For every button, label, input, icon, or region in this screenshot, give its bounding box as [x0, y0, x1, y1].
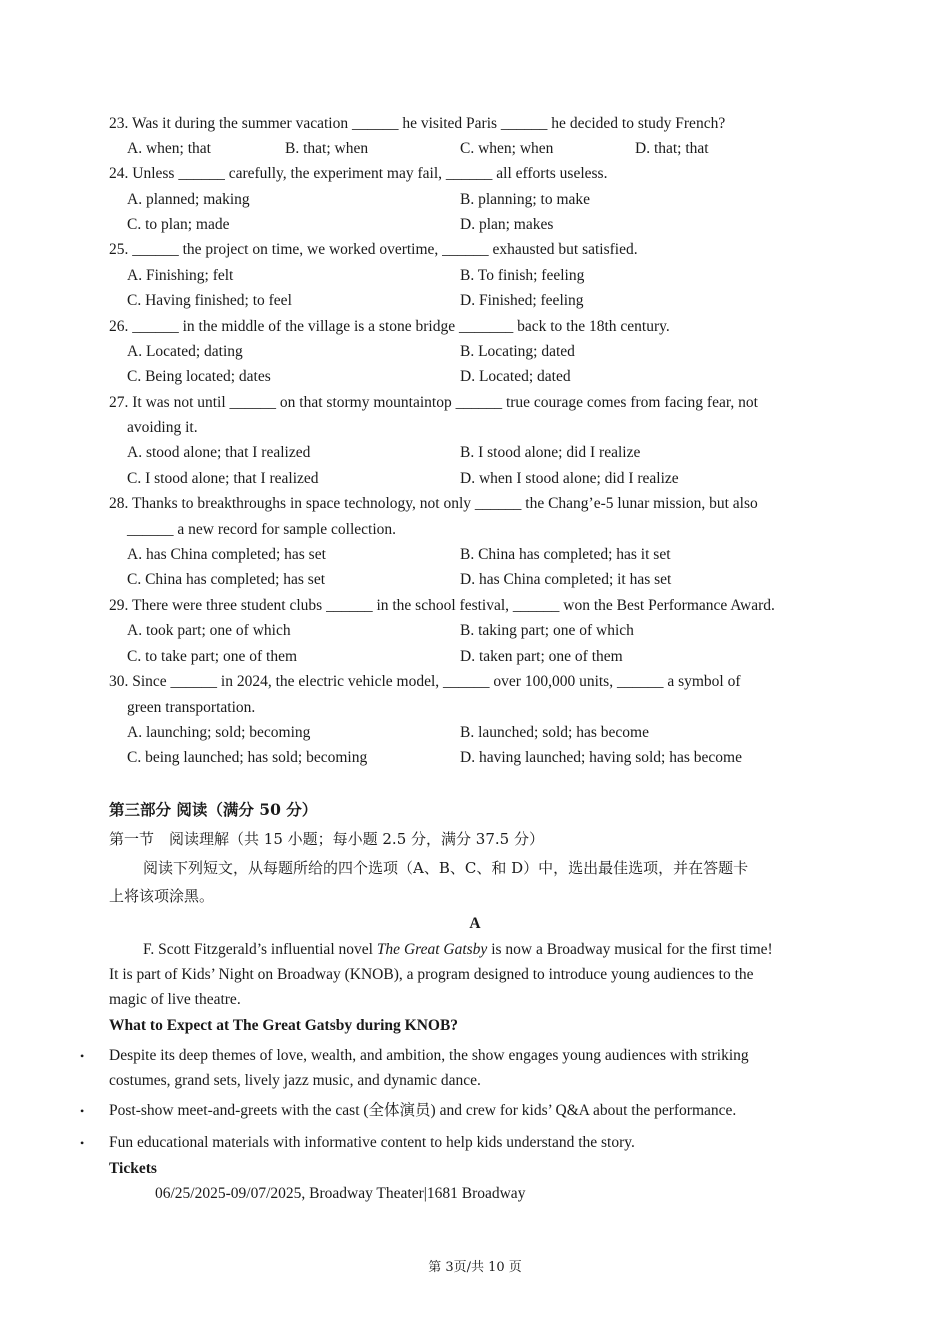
passage-letter: A — [469, 915, 481, 932]
question-30-stem: 30. Since ______ in 2024, the electric vehicle model, ______ over 100,000 units, ______ a symbol of — [109, 673, 741, 690]
question-24-option-a: A. planned; making — [127, 191, 250, 208]
section-subtitle: 第一节 阅读理解（共 15 小题；每小题 2.5 分，满分 37.5 分） — [109, 830, 544, 848]
bullet-3-symbol: • — [80, 1136, 85, 1150]
question-25-option-a: A. Finishing; felt — [127, 267, 234, 284]
instruction-line-2: 上将该项涂黑。 — [109, 887, 215, 905]
question-28-stem: 28. Thanks to breakthroughs in space technology, not only ______ the Chang’e-5 lunar mission, but also — [109, 495, 758, 512]
passage-p1-before: F. Scott Fitzgerald’s influential novel — [143, 941, 377, 958]
question-26-stem: 26. ______ in the middle of the village is a stone bridge _______ back to the 18th century. — [109, 318, 670, 335]
question-23-option-b: B. that; when — [285, 140, 369, 157]
question-25-option-d: D. Finished; feeling — [460, 292, 584, 309]
question-23-option-c: C. when; when — [460, 140, 554, 157]
question-26-option-b: B. Locating; dated — [460, 343, 575, 360]
question-29-stem: 29. There were three student clubs ______ in the school festival, ______ won the Best Performance Award. — [109, 597, 775, 614]
question-23-option-d: D. that; that — [635, 140, 709, 157]
bullet-1-line-2: costumes, grand sets, lively jazz music, and dynamic dance. — [109, 1072, 481, 1089]
question-25-option-c: C. Having finished; to feel — [127, 292, 292, 309]
instruction-line-1: 阅读下列短文，从每题所给的四个选项（A、B、C、和 D）中，选出最佳选项，并在答题卡 — [143, 859, 749, 877]
question-27-stem-continued: avoiding it. — [127, 419, 198, 436]
passage-p1-after: is now a Broadway musical for the first time! — [487, 941, 773, 958]
question-25-option-b: B. To finish; feeling — [460, 267, 585, 284]
question-28-option-c: C. China has completed; has set — [127, 571, 326, 588]
question-28-stem-continued: ______ a new record for sample collection. — [127, 521, 397, 538]
question-29-option-c: C. to take part; one of them — [127, 648, 298, 665]
question-29-option-d: D. taken part; one of them — [460, 648, 623, 665]
passage-paragraph-line-2: It is part of Kids’ Night on Broadway (KNOB), a program designed to introduce young audiences to the — [109, 966, 754, 983]
question-26-option-d: D. Located; dated — [460, 368, 571, 385]
question-23-stem: 23. Was it during the summer vacation ______ he visited Paris ______ he decided to study French? — [109, 115, 726, 132]
question-27-option-d: D. when I stood alone; did I realize — [460, 470, 679, 487]
question-27-option-a: A. stood alone; that I realized — [127, 444, 311, 461]
passage-paragraph-line-1 — [143, 940, 773, 960]
question-27-option-b: B. I stood alone; did I realize — [460, 444, 641, 461]
passage-paragraph-line-3: magic of live theatre. — [109, 991, 241, 1008]
passage-novel-title: The Great Gatsby — [376, 941, 488, 958]
question-30-option-d: D. having launched; having sold; has become — [460, 749, 742, 766]
question-29-option-b: B. taking part; one of which — [460, 622, 634, 639]
question-25-stem: 25. ______ the project on time, we worked overtime, ______ exhausted but satisfied. — [109, 241, 638, 258]
question-27-stem: 27. It was not until ______ on that stormy mountaintop ______ true courage comes from facing fear, not — [109, 394, 758, 411]
tickets-heading: Tickets — [109, 1160, 157, 1177]
bullet-1-line-1: Despite its deep themes of love, wealth, and ambition, the show engages young audiences with striking — [109, 1047, 749, 1064]
question-30-option-a: A. launching; sold; becoming — [127, 724, 311, 741]
question-28-option-a: A. has China completed; has set — [127, 546, 326, 563]
bullet-3-text: Fun educational materials with informative content to help kids understand the story. — [109, 1134, 635, 1151]
question-26-option-c: C. Being located; dates — [127, 368, 271, 385]
question-24-stem: 24. Unless ______ carefully, the experiment may fail, ______ all efforts useless. — [109, 165, 608, 182]
question-24-option-d: D. plan; makes — [460, 216, 554, 233]
tickets-details: 06/25/2025-09/07/2025, Broadway Theater|1681 Broadway — [155, 1185, 526, 1202]
question-27-option-c: C. I stood alone; that I realized — [127, 470, 319, 487]
question-30-option-c: C. being launched; has sold; becoming — [127, 749, 368, 766]
question-28-option-b: B. China has completed; has it set — [460, 546, 671, 563]
bullet-1-symbol: • — [80, 1049, 85, 1063]
question-24-option-c: C. to plan; made — [127, 216, 230, 233]
bullet-2-text: Post-show meet-and-greets with the cast (全体演员) and crew for kids’ Q&A about the performance. — [109, 1102, 737, 1119]
passage-heading: What to Expect at The Great Gatsby during KNOB? — [109, 1017, 459, 1034]
question-26-option-a: A. Located; dating — [127, 343, 243, 360]
question-29-option-a: A. took part; one of which — [127, 622, 291, 639]
question-24-option-b: B. planning; to make — [460, 191, 591, 208]
page-footer: 第 3页/共 10 页 — [428, 1260, 522, 1275]
bullet-2-symbol: • — [80, 1104, 85, 1118]
question-30-stem-continued: green transportation. — [127, 699, 256, 716]
question-23-option-a: A. when; that — [127, 140, 211, 157]
question-28-option-d: D. has China completed; it has set — [460, 571, 672, 588]
section-title: 第三部分 阅读（满分 50 分） — [109, 800, 318, 819]
question-30-option-b: B. launched; sold; has become — [460, 724, 649, 741]
